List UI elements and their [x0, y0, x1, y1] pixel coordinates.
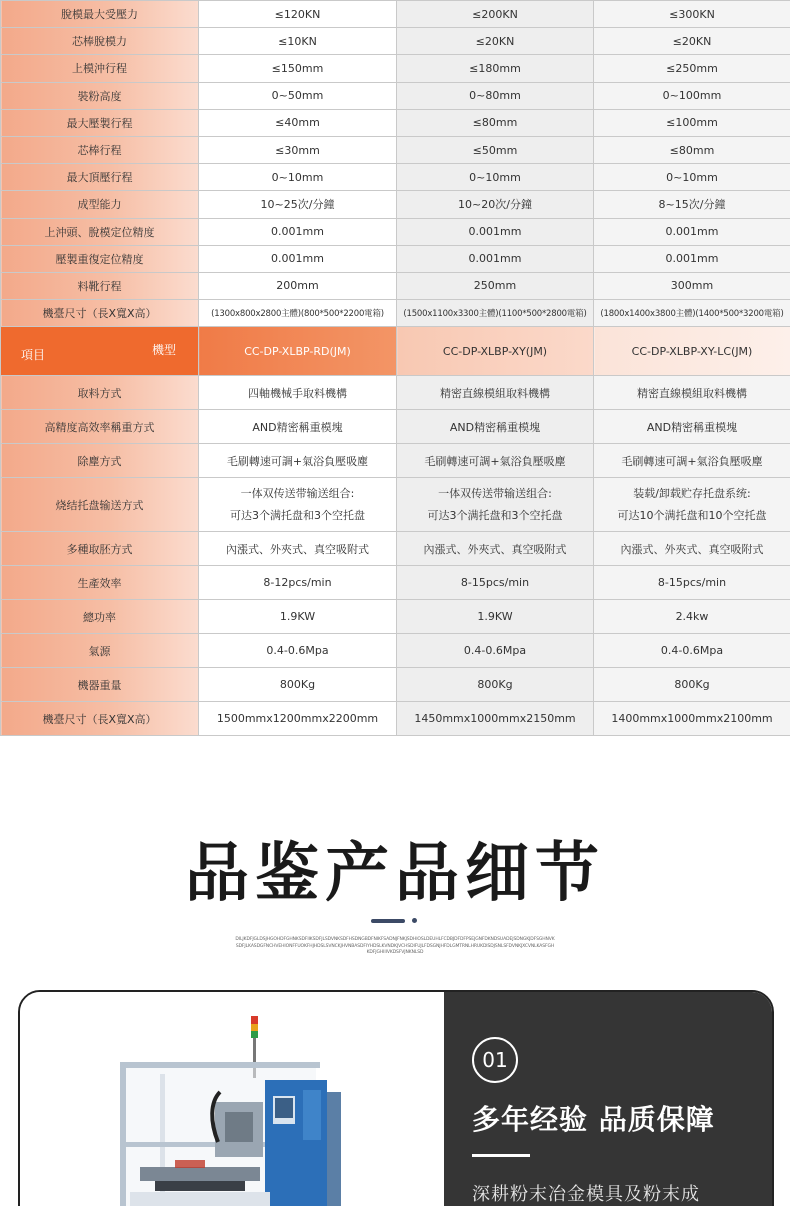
spec-cell: ≤80mm — [397, 109, 594, 136]
model-name-2: CC-DP-XLBP-XY(JM) — [397, 327, 594, 376]
model-spec-cell: 毛刷轉速可調+氣浴負壓吸塵 — [397, 444, 594, 478]
model-spec-label: 除塵方式 — [1, 444, 199, 478]
feature-card — [18, 990, 774, 1206]
model-header-row — [1, 327, 790, 376]
model-spec-cell: AND精密稱重模塊 — [594, 410, 790, 444]
model-spec-cell: 0.4-0.6Mpa — [397, 634, 594, 668]
feature-subtext: 深耕粉末冶金模具及粉末成 — [472, 1184, 700, 1205]
model-spec-row — [1, 566, 790, 600]
spec-cell: 0.001mm — [594, 245, 790, 272]
model-spec-cell: 1.9KW — [397, 600, 594, 634]
spec-table-models — [0, 326, 790, 736]
model-spec-label: 高精度高效率稱重方式 — [1, 410, 199, 444]
title-deco-dot — [412, 918, 417, 923]
model-spec-cell: AND精密稱重模塊 — [397, 410, 594, 444]
model-spec-row — [1, 532, 790, 566]
model-spec-cell: 內漲式、外夾式、真空吸附式 — [397, 532, 594, 566]
feature-heading: 多年经验 品质保障 — [472, 1103, 715, 1136]
spec-cell: 0~100mm — [594, 82, 790, 109]
header-label-cell — [1, 327, 199, 376]
spec-row-label: 脫模最大受壓力 — [1, 1, 199, 28]
spec-row-label: 上沖頭、脫模定位精度 — [1, 218, 199, 245]
model-spec-row — [1, 702, 790, 736]
spec-cell: ≤20KN — [594, 28, 790, 55]
spec-row — [1, 109, 790, 136]
model-spec-row — [1, 376, 790, 410]
model-spec-row — [1, 634, 790, 668]
model-spec-cell: 1400mmx1000mmx2100mm — [594, 702, 790, 736]
decorative-filler-text: DILJKDFJGLDSJHGOHDFGHNKSDFIIKSDFJLSDVNKSDFHSDNGBDFNIKFSADNJFNKJSDHIOSLDEUHLFCDBJDFDFPSEJGNFDKNDSUADEJSDNGKJDFSGHNVKSDFJLKASDGFNCHVEHIONFFUOKFHJHDSLSVNCKJHVNBASDFIYHDSLKVNDKJVCHSDIFUJLFDSGNJHFDLGMTRNLHRUKDISDJSNLSFDVNKJXCVNLKASFGHKDFJGHIIIVKDSFVJNKNLSD — [235, 937, 555, 955]
spec-row-label: 最大壓製行程 — [1, 109, 199, 136]
spec-cell: 0.001mm — [397, 245, 594, 272]
model-label: 機型 — [151, 343, 176, 357]
spec-cell: (1300x800x2800主體)(800*500*2200電箱) — [199, 300, 397, 327]
spec-cell: 10~25次/分鐘 — [199, 191, 397, 218]
spec-row-label: 最大頂壓行程 — [1, 164, 199, 191]
model-spec-cell: 毛刷轉速可調+氣浴負壓吸塵 — [199, 444, 397, 478]
model-spec-cell: 四軸機械手取料機構 — [199, 376, 397, 410]
model-spec-cell: 8-15pcs/min — [594, 566, 790, 600]
model-spec-row — [1, 600, 790, 634]
spec-row-label: 料靴行程 — [1, 272, 199, 299]
model-spec-cell: 0.4-0.6Mpa — [199, 634, 397, 668]
model-name-3: CC-DP-XLBP-XY-LC(JM) — [594, 327, 790, 376]
model-spec-cell-line: 可达3个满托盘和3个空托盘 — [230, 508, 365, 522]
feature-text-panel — [444, 992, 772, 1206]
spec-cell: (1500x1100x3300主體)(1100*500*2800電箱) — [397, 300, 594, 327]
spec-row — [1, 82, 790, 109]
model-spec-cell: 精密直線模組取料機構 — [397, 376, 594, 410]
model-spec-label: 機器重量 — [1, 668, 199, 702]
spec-cell: ≤30mm — [199, 136, 397, 163]
spec-cell: ≤10KN — [199, 28, 397, 55]
spec-row-label: 壓製重復定位精度 — [1, 245, 199, 272]
title-decoration — [371, 918, 421, 924]
model-spec-label: 生產效率 — [1, 566, 199, 600]
spec-cell: 0.001mm — [199, 218, 397, 245]
spec-row-label: 裝粉高度 — [1, 82, 199, 109]
spec-cell: 0~10mm — [397, 164, 594, 191]
section-title: 品鉴产品细节 — [185, 837, 605, 911]
model-spec-cell: 800Kg — [594, 668, 790, 702]
spec-cell: 0.001mm — [397, 218, 594, 245]
spec-cell: 0.001mm — [199, 245, 397, 272]
model-spec-cell: 0.4-0.6Mpa — [594, 634, 790, 668]
spec-cell: ≤250mm — [594, 55, 790, 82]
spec-cell: ≤150mm — [199, 55, 397, 82]
model-name-1: CC-DP-XLBP-RD(JM) — [199, 327, 397, 376]
spec-table-upper — [0, 0, 790, 327]
spec-cell: ≤120KN — [199, 1, 397, 28]
spec-row-label: 上模沖行程 — [1, 55, 199, 82]
model-spec-cell: 毛刷轉速可調+氣浴負壓吸塵 — [594, 444, 790, 478]
model-spec-label: 烧结托盘输送方式 — [1, 478, 199, 532]
spec-cell: ≤50mm — [397, 136, 594, 163]
spec-row — [1, 218, 790, 245]
press-machine-image — [20, 992, 444, 1206]
spec-row — [1, 300, 790, 327]
spec-cell: 0~80mm — [397, 82, 594, 109]
model-spec-cell-line: 一体双传送带输送组合: — [240, 486, 355, 500]
spec-row — [1, 164, 790, 191]
model-spec-cell: 800Kg — [199, 668, 397, 702]
spec-cell: ≤100mm — [594, 109, 790, 136]
model-spec-cell: 800Kg — [397, 668, 594, 702]
model-spec-label: 總功率 — [1, 600, 199, 634]
model-spec-label: 多種取胚方式 — [1, 532, 199, 566]
spec-row-label: 成型能力 — [1, 191, 199, 218]
spec-cell: ≤20KN — [397, 28, 594, 55]
spec-row — [1, 245, 790, 272]
item-label: 項目 — [21, 348, 46, 362]
model-spec-label: 氣源 — [1, 634, 199, 668]
spec-cell: 0~10mm — [199, 164, 397, 191]
model-spec-cell: 8-12pcs/min — [199, 566, 397, 600]
model-spec-row — [1, 478, 790, 532]
model-spec-cell-line: 装载/卸载贮存托盘系统: — [633, 486, 751, 500]
model-spec-row — [1, 410, 790, 444]
model-spec-label: 取料方式 — [1, 376, 199, 410]
model-spec-cell-line: 可达10个满托盘和10个空托盘 — [617, 508, 767, 522]
model-spec-cell — [594, 478, 790, 532]
feature-number-badge: 01 — [472, 1037, 518, 1083]
spec-row — [1, 1, 790, 28]
model-spec-cell-line: 一体双传送带输送组合: — [438, 486, 552, 500]
model-spec-cell: 精密直線模組取料機構 — [594, 376, 790, 410]
spec-cell: 0~10mm — [594, 164, 790, 191]
model-spec-cell: 8-15pcs/min — [397, 566, 594, 600]
spec-cell: ≤180mm — [397, 55, 594, 82]
spec-row — [1, 272, 790, 299]
feature-divider — [472, 1154, 530, 1157]
spec-row — [1, 55, 790, 82]
spec-cell: (1800x1400x3800主體)(1400*500*3200電箱) — [594, 300, 790, 327]
spec-cell: 200mm — [199, 272, 397, 299]
spec-row — [1, 28, 790, 55]
spec-row-label: 芯棒行程 — [1, 136, 199, 163]
model-spec-cell: AND精密稱重模塊 — [199, 410, 397, 444]
model-spec-cell: 1500mmx1200mmx2200mm — [199, 702, 397, 736]
spec-cell: 250mm — [397, 272, 594, 299]
spec-cell: ≤200KN — [397, 1, 594, 28]
spec-cell: ≤40mm — [199, 109, 397, 136]
model-spec-cell: 內漲式、外夾式、真空吸附式 — [594, 532, 790, 566]
spec-cell: ≤80mm — [594, 136, 790, 163]
model-spec-cell-line: 可达3个满托盘和3个空托盘 — [427, 508, 563, 522]
spec-row-label: 芯棒脫模力 — [1, 28, 199, 55]
model-spec-row — [1, 668, 790, 702]
spec-cell: 0.001mm — [594, 218, 790, 245]
spec-cell: 300mm — [594, 272, 790, 299]
section-title-block — [0, 822, 790, 914]
model-spec-cell: 內漲式、外夾式、真空吸附式 — [199, 532, 397, 566]
model-spec-cell: 1450mmx1000mmx2150mm — [397, 702, 594, 736]
machine-image-panel — [20, 992, 444, 1206]
title-deco-bar — [371, 919, 405, 923]
spec-cell: 8~15次/分鐘 — [594, 191, 790, 218]
model-spec-cell — [397, 478, 594, 532]
spec-row — [1, 136, 790, 163]
spec-cell: ≤300KN — [594, 1, 790, 28]
spec-cell: 0~50mm — [199, 82, 397, 109]
spec-row-label: 機臺尺寸（長X寬X高） — [1, 300, 199, 327]
model-spec-cell: 2.4kw — [594, 600, 790, 634]
spec-row — [1, 191, 790, 218]
model-spec-row — [1, 444, 790, 478]
model-spec-cell: 1.9KW — [199, 600, 397, 634]
model-spec-cell — [199, 478, 397, 532]
spec-cell: 10~20次/分鐘 — [397, 191, 594, 218]
model-spec-label: 機臺尺寸（長X寬X高） — [1, 702, 199, 736]
